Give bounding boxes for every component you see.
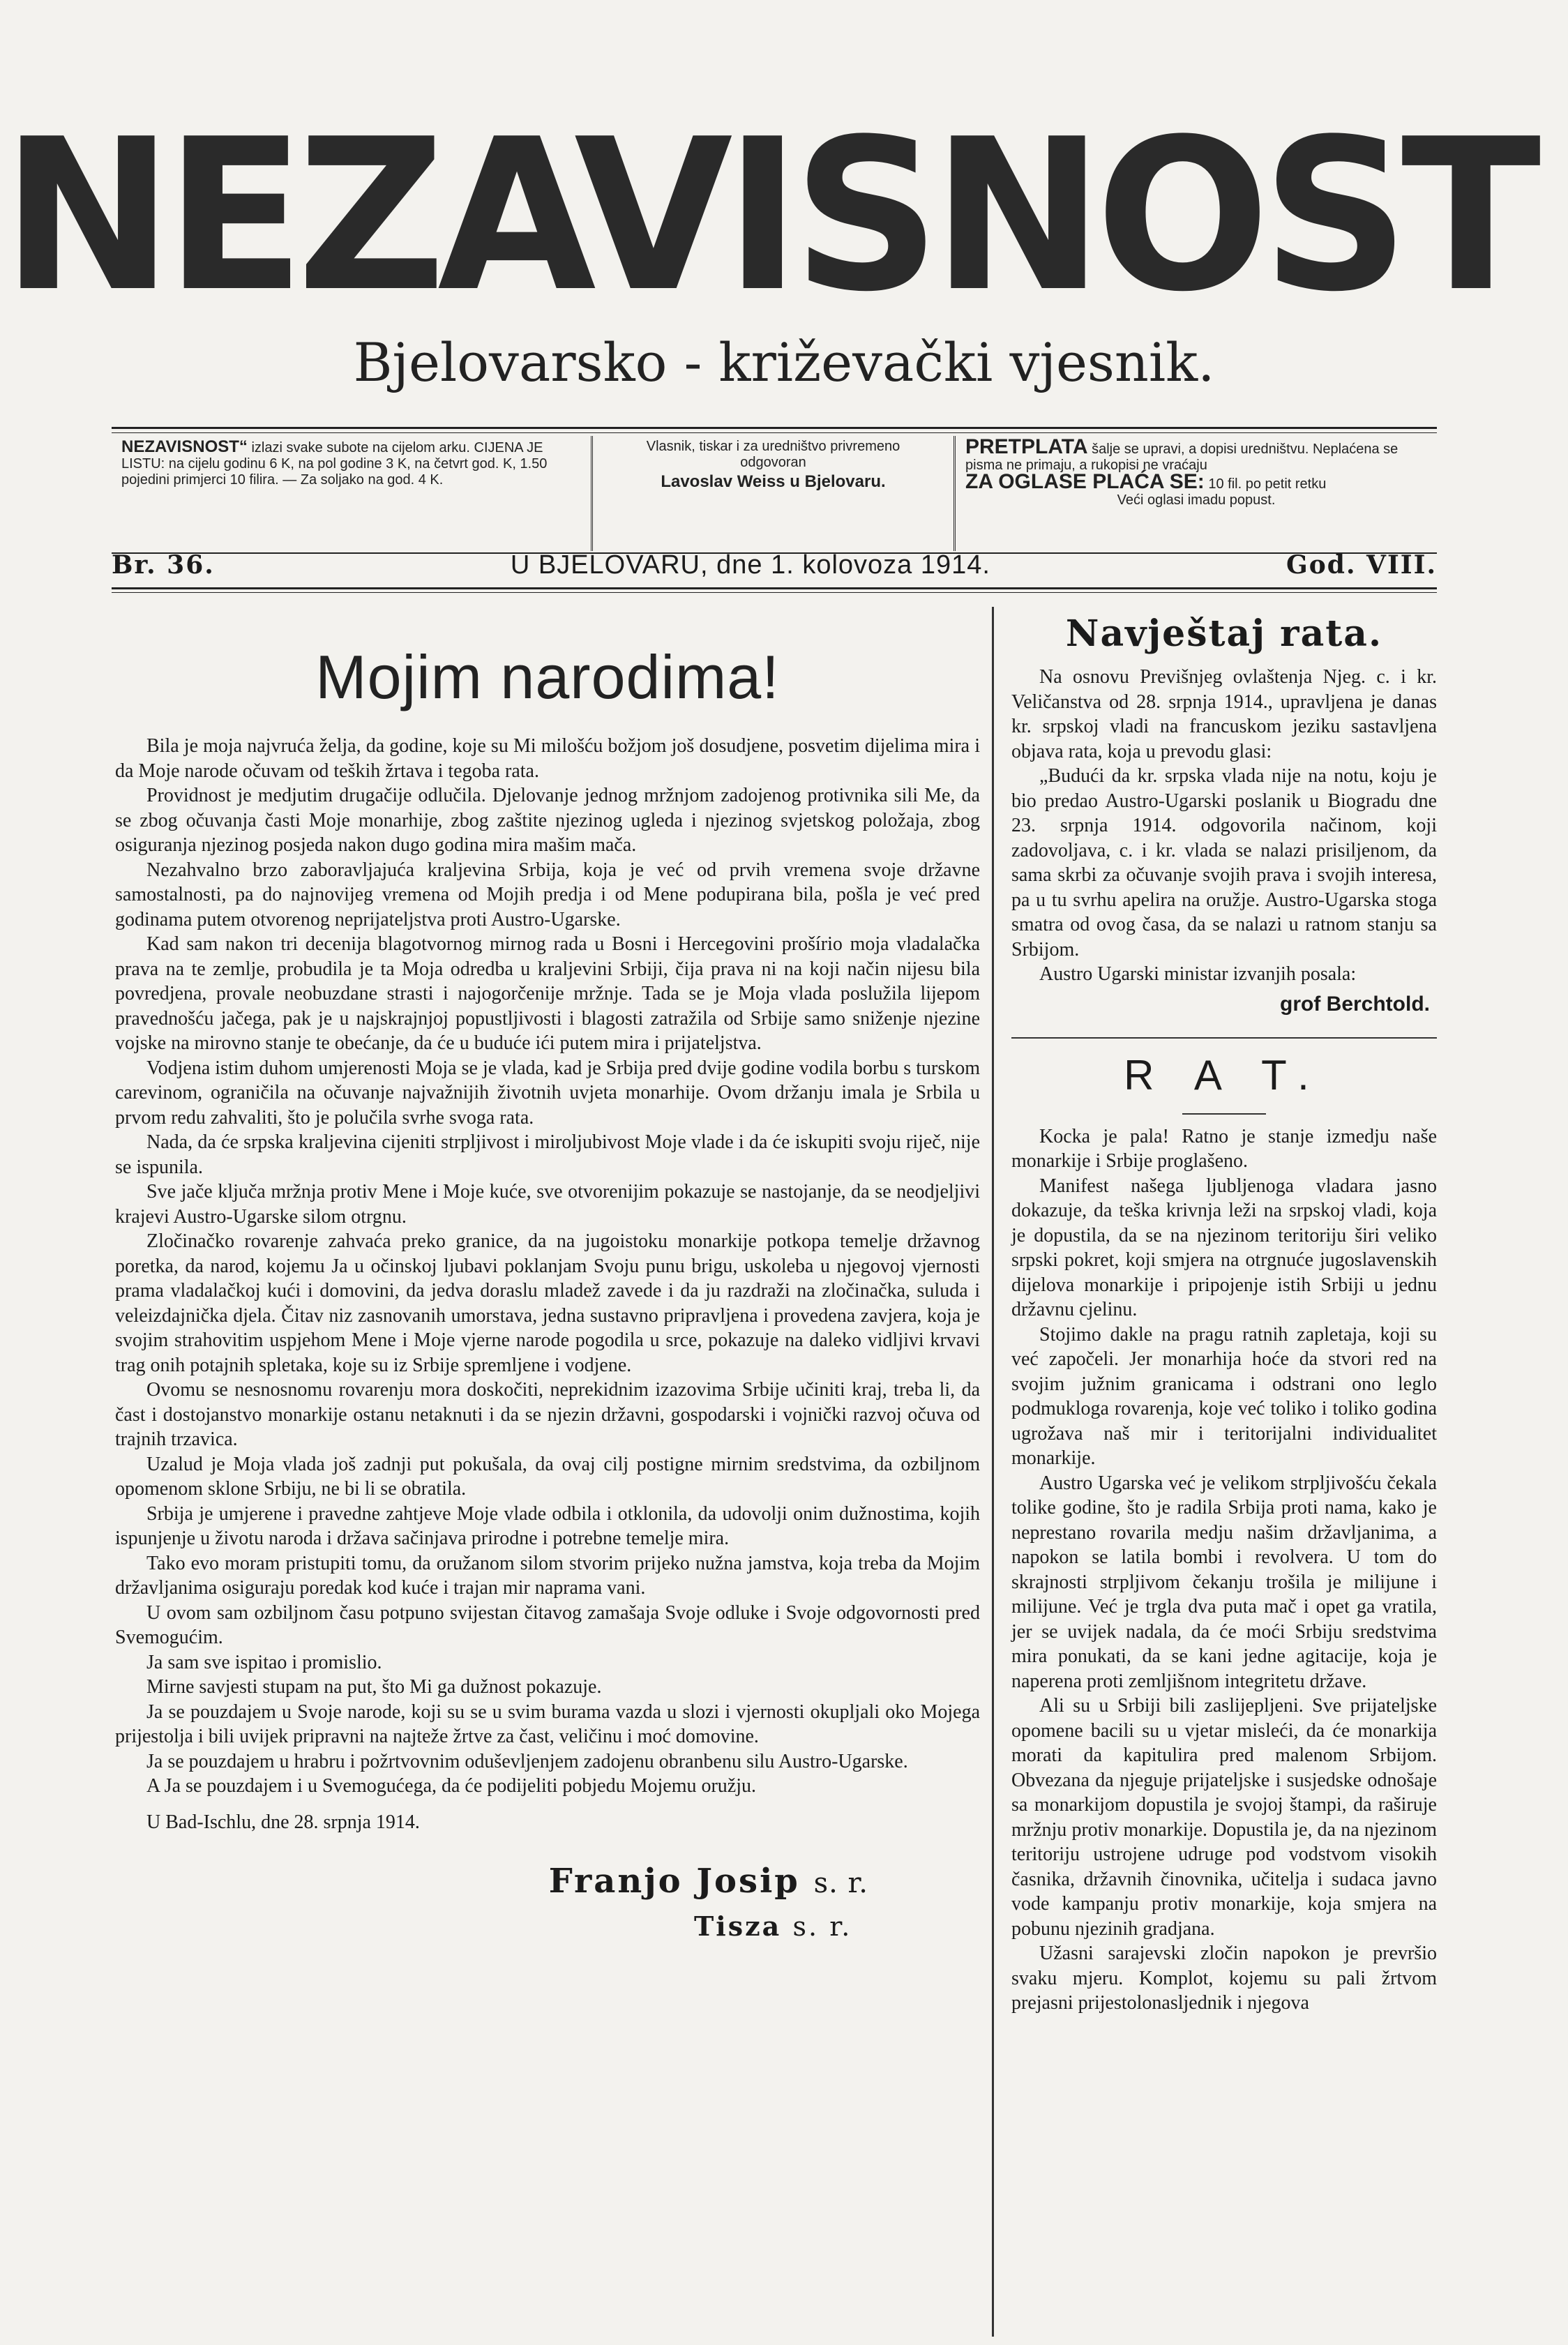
ordering-info	[956, 436, 1437, 551]
issue-year: God. VIII.	[1286, 550, 1437, 580]
issue-row	[112, 548, 1437, 582]
manifesto-paragraph: Ja sam sve ispitao i promislio.	[146, 1651, 382, 1673]
manifesto-paragraph: Providnost je medjutim drugačije odlučila. Djelovanje jednog mržnjom zadojenog protivnika sili Me, da se zbog očuvanja časti Moje monarhije, zbog zaštite njezinog ugleda i njezinog svjetskog položaja, zbog osiguranja njezinog posjeda nakon dugo godina mira mašim mača.	[115, 785, 980, 856]
issue-place-date: U BJELOVARU, dne 1. kolovoza 1914.	[510, 550, 990, 580]
pretplata-title: PRETPLATA	[965, 435, 1088, 458]
ads-note: Veći oglasi imadu popust.	[1117, 492, 1276, 508]
publisher-info	[593, 436, 956, 551]
war-article-body	[1011, 1124, 1437, 2016]
publisher-name: Lavoslav Weiss u Bjelovaru.	[661, 472, 886, 491]
declaration-para: Na osnovu Previšnjeg ovlaštenja Njeg. c. i kr. Veličanstva od 28. srpnja 1914., upravljena je danas kr. srpskoj vladi na francuskom jeziku sastavljena objava rata, koja u prevodu glasi:	[1011, 666, 1437, 762]
info-price-text: izlazi svake subote na cijelom arku. CIJENA JE LISTU: na cijelu godinu 6 K, na pol godine 3 K, na četvrt god. K, 1.50 pojedini primjerci 10 filira. — Za soljako na god. 4 K.	[121, 440, 548, 488]
issue-rule-bottom	[112, 587, 1437, 589]
column-divider	[992, 607, 994, 2337]
manifesto-heading: Mojim narodima!	[315, 642, 780, 711]
countersign-name: Tisza	[694, 1910, 782, 1942]
ads-text: 10 fil. po petit retku	[1208, 476, 1327, 492]
top-rule-thin	[112, 432, 1437, 433]
war-heading: R A T.	[1124, 1051, 1325, 1099]
top-rule	[112, 427, 1437, 429]
manifesto-paragraph: Vodjena istim duhom umjerenosti Moja se je vlada, kad je Srbija pred dvije godine vodila borbu s turskom carevinom, ograničila na očuvanje najvažnijih životnih uvjeta monarhije. Ovom držanju imala je Srbila u prvom redu zahvaliti, što je polučila svrhe svoga rata.	[115, 1057, 980, 1129]
manifesto-paragraph: Zločinačko rovarenje zahvaća preko granice, da na jugoistoku monarkije potkopa temelje državnog poretka, da narod, kojemu Ja u očinskoj ljubavi poklanjam Svoju punu brigu, uskoleba u njegovoj vjernosti prama vladalačkoj kući i domovini, da jedva doraslu mladež zavede i da ju razdraži na zločinačka, suluda i veleizdajnička djela. Čitav niz zasnovanih umorstava, jedna sustavno pripravljena i provedena zavjera, koja je svojim strahovitim uspjehom Mene i Moje vjerne narode pogodila u srce, pokazuje na daleko vidljivi krvavi trag onih potajnih spletaka, koje su iz Srbije spremljene i vodjene.	[115, 1230, 980, 1376]
manifesto-paragraph: A Ja se pouzdajem i u Svemogućega, da će podijeliti pobjedu Mojemu oružju.	[146, 1775, 757, 1797]
war-paragraph: Stojimo dakle na pragu ratnih zapletaja, koji su već započeli. Jer monarhija hoće da stvori red na svojim južnim granicama i odstrani ono leglo podmukloga rovarenja, koje već toliko i toliko godina ugrožava naš mir i teritorijalni individualitet monarkije.	[1011, 1323, 1437, 1469]
publisher-line1: Vlasnik, tiskar i za uredništvo privremeno	[646, 439, 900, 454]
masthead	[1, 94, 1533, 338]
manifesto-paragraph: Nada, da će srpska kraljevina cijeniti strpljivost i miroljubivost Moje vlade i da će iskupiti svoju riječ, nije se ispunila.	[115, 1131, 980, 1178]
issue-number: Br. 36.	[112, 550, 215, 580]
declaration-heading: Navještaj rata.	[1065, 612, 1383, 655]
manifesto-closing: U Bad-Ischlu, dne 28. srpnja 1914.	[146, 1811, 420, 1833]
war-paragraph: Užasni sarajevski zločin napokon je prevršio svaku mjeru. Komplot, kojemu su pali žrtvom prejasni prijestolonasljednik i njegova	[1011, 1943, 1437, 2014]
ads-title: ZA OGLASE PLAĆA SE:	[965, 470, 1205, 493]
manifesto-paragraph: U ovom sam ozbiljnom času potpuno svijestan čitavog zamašaja Svoje odluke i Svoje odgovornosti pred Svemogućim.	[115, 1601, 980, 1648]
info-bar	[112, 436, 1437, 551]
war-heading-rule	[1182, 1113, 1266, 1115]
war-paragraph: Manifest našega ljubljenoga vladara jasno dokazuje, da teška krivnja leži na srpskoj vladi, koja je dopustila, da se na njezinom teritoriju širi veliko srpski pokret, koji smjera na otrgnuće jugoslavenskih dijelova monarkije i pripojenje istih Srbiji u jednu državnu cjelinu.	[1011, 1175, 1437, 1320]
countersign-sr: s. r.	[792, 1910, 852, 1942]
manifesto-column	[115, 614, 980, 1942]
manifesto-paragraph: Uzalud je Moja vlada još zadnji put pokušala, da ovaj cilj postigne mirnim sredstvima, da ozbiljnom opomenom sklone Srbiju, ne bi li se obratila.	[115, 1453, 980, 1500]
manifesto-body	[115, 734, 980, 1799]
emperor-signature	[115, 1862, 980, 1901]
manifesto-paragraph: Mirne savjesti stupam na put, što Mi ga dužnost pokazuje.	[146, 1676, 602, 1698]
manifesto-paragraph: Sve jače ključa mržnja protiv Mene i Moje kuće, sve otvorenijim pokazuje se nastojanje, da se neodjeljivi krajevi Austro-Ugarske silom otrgnu.	[115, 1181, 980, 1228]
right-column	[1011, 607, 1437, 2016]
war-paragraph: Kocka je pala! Ratno je stanje izmedju naše monarkije i Srbije proglašeno.	[1011, 1125, 1437, 1172]
section-rule	[1011, 1037, 1437, 1039]
manifesto-paragraph: Ja se pouzdajem u hrabru i požrtvovnim oduševljenjem zadojenu obranbenu silu Austro-Ugarske.	[146, 1750, 908, 1772]
pretplata-text: šalje se upravi, a dopisi uredništvu. Neplaćena se pisma ne primaju, a rukopisi ne vraćaju	[965, 442, 1399, 473]
signature-sr: s. r.	[813, 1867, 868, 1899]
manifesto-paragraph: Nezahvalno brzo zaboravljajuća kraljevina Srbija, koja je već od prvih vremena svoje državne samostalnosti, pa do najnovijeg vremena od Mojih predja i od Mene podupirana bila, pošla je već pred godinama putem otvorenog neprijateljstva proti Austro-Ugarske.	[115, 859, 980, 930]
manifesto-paragraph: Tako evo moram pristupiti tomu, da oružanom silom stvorim prijeko nužna jamstva, koja treba da Mojim državljanima osiguraju poredak kod kuće i trajan mir naprama vani.	[115, 1552, 980, 1599]
subscription-info	[112, 436, 593, 551]
issue-rule-bottom-thin	[112, 592, 1437, 593]
declaration-quote: „Budući da kr. srpska vlada nije na notu, koju je bio predao Austro-Ugarski poslanik u Biogradu dne 23. srpnja 1914. odgovorila načinom, koji zadovoljava, c. i kr. vlada se nalazi prisiljenom, da sama skrbi za očuvanje svojih prava i svojih interesa, pa u tu svrhu apelira na oružje. Austro-Ugarska stoga smatra od ovog časa, da se nalazi u ratnom stanju sa Srbijom.	[1011, 765, 1437, 960]
manifesto-paragraph: Bila je moja najvruća želja, da godine, koje su Mi milošću božjom još dosudjene, posvetim dijelima mira i da Moje narode očuvam od teških žrtava i tegoba rata.	[115, 735, 980, 782]
manifesto-paragraph: Ovomu se nesnosnomu rovarenju mora doskočiti, neprekidnim izazovima Srbije učiniti kraj, treba li, da čast i dostojanstvo monarkije ostanu netaknuti i da se njezin državni, gospodarski i vojnički razvoj očuva od trajnih trzavica.	[115, 1379, 980, 1450]
info-paper-name: NEZAVISNOST“	[121, 437, 248, 456]
declaration-minister: Austro Ugarski ministar izvanjih posala:	[1039, 963, 1357, 985]
signature-name: Franjo Josip	[548, 1861, 800, 1901]
manifesto-paragraph: Ja se pouzdajem u Svoje narode, koji su se u svim burama vazda u slozi i vjernosti okupljali oko Mojega prijestolja i bili uvijek pripravni na najteže žrtve za čast, veličinu i moć domovine.	[115, 1701, 980, 1747]
manifesto-paragraph: Kad sam nakon tri decenija blagotvornog mirnog rada u Bosni i Hercegovini prošírio moja vladalačka prava na te zemlje, probudila je ta Moja odredba u kraljevini Srbiji, čija prava ni na koji način nijesu bila povredjena, provale neobuzdane strasti i najogorčenije mržnje. Tada se je Moja vlada poslužila lijepom pravednošću jačega, pak je u najskrajnjoj popustljivosti i blagosti zatražila od Srbije samo sniženje njezine vojske na mirovno stanje te obećanje, da će u buduće ići putem mira i prijateljstva.	[115, 933, 980, 1054]
war-paragraph: Austro Ugarska već je velikom strpljivošću čekala tolike godine, što je radila Srbija proti nama, kako je neprestano rovarila medju našim državljanima, a napokon se latila bombi i revolvera. U tom do skrajnosti strpljivom čekanju trošila je milijune i milijune. Već je trgla dva puta mač i opet ga vratila, jer se uvijek nadala, da će moći Srbiju sredstvima mira ponukati, da se kani jedne agitacije, koja je naperena proti zemljišnom integritetu države.	[1011, 1472, 1437, 1692]
publisher-line2: odgovoran	[740, 455, 806, 470]
manifesto-paragraph: Srbija je umjerene i pravedne zahtjeve Moje vlade odbila i otklonila, da udovolji onim dužnostima, kojih ispunjenje u životu naroda i država sačinjava prirodne i potrebne temelje mira.	[115, 1502, 980, 1549]
masthead-title: NEZAVISNOST	[1, 94, 1533, 338]
declaration-signer: grof Berchtold.	[1280, 992, 1430, 1016]
countersignature	[115, 1910, 980, 1942]
war-paragraph: Ali su u Srbiji bili zaslijepljeni. Sve prijateljske opomene bacili su u vjetar misleći, da će monarkija morati da kapitulira pred malenom Srbijom. Obvezana da njegujе prijateljske i susjedske odnošaje sa monarkijom dopustila je svojoj štampi, da raširuje mržnju protiv monarkije. Dopustila je, da na njezinom teritoriju ustrojene udruge pod vodstvom visokih časnika, državnih činovnika, učitelja i sudaca javno vode kampanju protiv monarkije, koja smjera na pobunu njezinih gradjana.	[1011, 1695, 1437, 1940]
masthead-subtitle: Bjelovarsko - križevački vjesnik.	[353, 331, 1215, 393]
